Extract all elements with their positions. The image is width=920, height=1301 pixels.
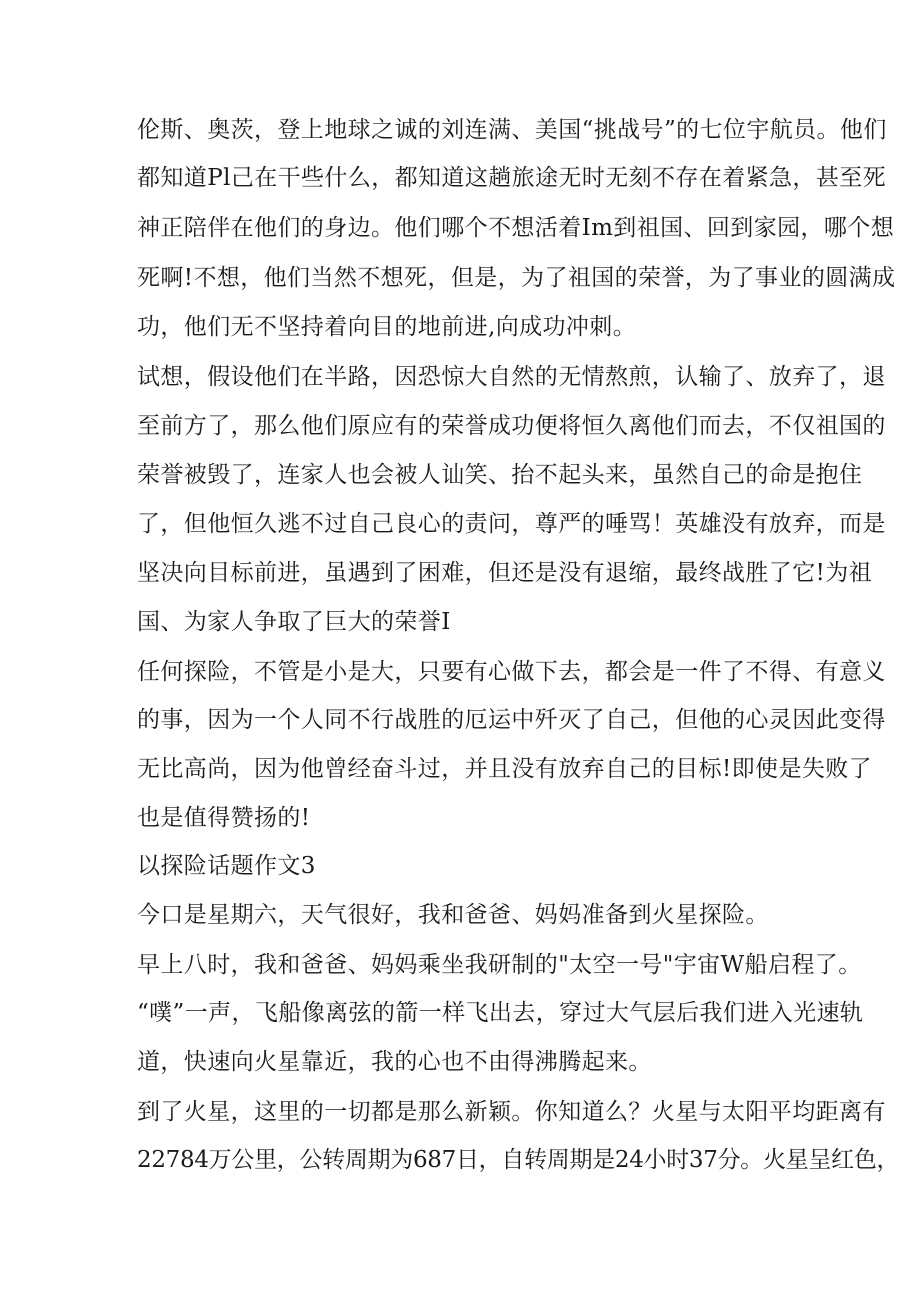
text-line: 坚决向目标前进，虽遇到了困难，但还是没有退缩，最终战胜了它!为祖 [137,560,873,586]
text-line: 的事，因为一个人同不行战胜的厄运中歼灭了自己，但他的心灵因此变得 [137,707,886,733]
text-line: 荣誉被毁了，连家人也会被人讪笑、抬不起头来，虽然自己的命是抱住 [137,462,863,488]
text-line: 无比高尚，因为他曾经奋斗过，并且没有放弃自己的目标!即使是失败了 [137,756,873,782]
text-line: 任何探险，不管是小是大，只要有心做下去，都会是一件了不得、有意义 [137,659,886,685]
text-line: 功，他们无不坚持着向目的地前进,向成功冲刺。 [137,314,637,340]
text-line: 试想，假设他们在半路，因恐惊大自然的无情熬煎，认输了、放弃了，退 [137,364,886,390]
text-line: 国、为家人争取了巨大的荣誉I [137,609,451,635]
text-line: 神正陪伴在他们的身边。他们哪个不想活着Im到祖国、回到家园，哪个想 [137,215,895,241]
text-line: 道，快速向火星靠近，我的心也不由得沸腾起来。 [137,1049,652,1075]
text-line: “噗”一声，飞船像离弦的箭一样飞出去，穿过大气层后我们进入光速轨 [137,1000,864,1026]
text-line: 都知道Pl己在干些什么，都知道这趟旅途无时无刻不存在着紧急，甚至死 [137,165,887,191]
text-line: 早上八时，我和爸爸、妈妈乘坐我研制的"太空一号"宇宙W船启程了。 [137,952,862,978]
text-line: 到了火星，这里的一切都是那么新颖。你知道么？火星与太阳平均距离有 [137,1099,886,1125]
text-line: 22784万公里，公转周期为687日，自转周期是24小时37分。火星呈红色， [137,1147,900,1173]
text-line: 死啊!不想，他们当然不想死，但是，为了祖国的荣誉，为了事业的圆满成 [137,265,896,291]
section-heading: 以探险话题作文3 [137,853,316,879]
text-line: 了，但他恒久逃不过自己良心的责问，尊严的唾骂！英雄没有放弃，而是 [137,511,886,537]
text-line: 至前方了，那么他们原应有的荣誉成功便将恒久离他们而去，不仅祖国的 [137,413,886,439]
text-line: 伦斯、奥茨，登上地球之诚的刘连满、美国“挑战号”的七位宇航员。他们 [137,117,887,143]
text-line: 今口是星期六，天气很好，我和爸爸、妈妈准备到火星探险。 [137,902,769,928]
text-line: 也是值得赞扬的! [137,805,311,831]
